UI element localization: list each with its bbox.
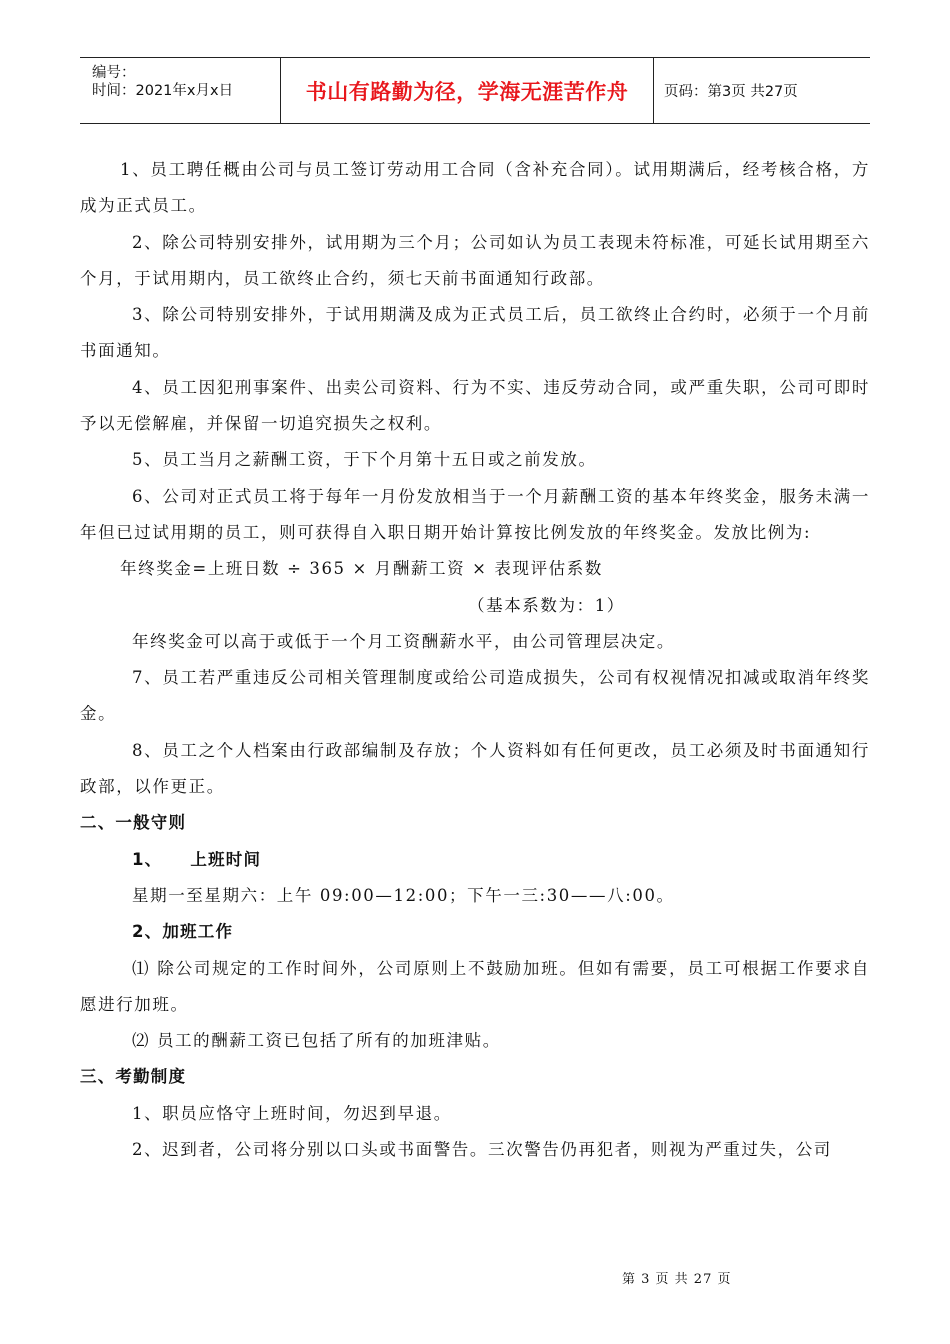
page-header	[80, 57, 870, 124]
document-time-label: 时间：2021年x月x日	[92, 83, 234, 99]
document-number-label: 编号：	[92, 65, 136, 81]
attendance-paragraph-1: 1、职员应恪守上班时间，勿迟到早退。	[132, 1103, 452, 1123]
paragraph-1: 1、员工聘任概由公司与员工签订劳动用工合同（含补充合同）。试用期满后，经考核合格，方成为正式员工。	[80, 160, 870, 216]
overtime-paragraph-1: ⑴ 除公司规定的工作时间外，公司原则上不鼓励加班。但如有需要，员工可根据工作要求自愿进行加班。	[80, 958, 870, 1014]
section-heading-attendance: 三、考勤制度	[80, 1067, 187, 1087]
bonus-formula: 年终奖金=上班日数 ÷ 365 × 月酬薪工资 × 表现评估系数	[120, 559, 603, 579]
header-meta	[80, 58, 280, 123]
document-body	[80, 152, 870, 1168]
bonus-formula-note: （基本系数为：1）	[468, 595, 625, 615]
subheading-work-hours-number: 1、	[132, 849, 163, 869]
header-motto: 书山有路勤为径，学海无涯苦作舟	[280, 58, 654, 123]
paragraph-2: 2、除公司特别安排外，试用期为三个月；公司如认为员工表现未符标准，可延长试用期至六个月，于试用期内，员工欲终止合约，须七天前书面通知行政部。	[80, 232, 870, 288]
work-hours-text: 星期一至星期六：上午 09:00—12:00；下午一三:30——八:00。	[132, 885, 675, 905]
paragraph-8: 8、员工之个人档案由行政部编制及存放；个人资料如有任何更改，员工必须及时书面通知行政部，以作更正。	[80, 740, 870, 797]
header-page-info: 页码：第3页 共27页	[664, 84, 798, 100]
paragraph-4: 4、员工因犯刑事案件、出卖公司资料、行为不实、违反劳动合同，或严重失职，公司可即时予以无偿解雇，并保留一切追究损失之权利。	[80, 377, 870, 434]
paragraph-7: 7、员工若严重违反公司相关管理制度或给公司造成损失，公司有权视情况扣减或取消年终奖金。	[80, 668, 870, 724]
overtime-paragraph-2: ⑵ 员工的酬薪工资已包括了所有的加班津贴。	[132, 1031, 501, 1051]
subheading-work-hours-title: 上班时间	[190, 849, 262, 869]
subheading-overtime: 2、加班工作	[132, 922, 234, 942]
paragraph-5: 5、员工当月之薪酬工资，于下个月第十五日或之前发放。	[132, 450, 597, 470]
paragraph-6b: 年终奖金可以高于或低于一个月工资酬薪水平，由公司管理层决定。	[132, 631, 675, 651]
paragraph-6: 6、公司对正式员工将于每年一月份发放相当于一个月薪酬工资的基本年终奖金，服务未满一年但已过试用期的员工，则可获得自入职日期开始计算按比例发放的年终奖金。发放比例为:	[80, 486, 870, 542]
section-heading-general-rules: 二、一般守则	[80, 813, 187, 833]
subheading-work-hours	[80, 842, 870, 878]
page-footer: 第 3 页 共 27 页	[622, 1272, 732, 1287]
paragraph-3: 3、除公司特别安排外，于试用期满及成为正式员工后，员工欲终止合约时，必须于一个月前书面通知。	[80, 305, 870, 361]
attendance-paragraph-2: 2、迟到者，公司将分别以口头或书面警告。三次警告仍再犯者，则视为严重过失，公司	[132, 1140, 832, 1160]
